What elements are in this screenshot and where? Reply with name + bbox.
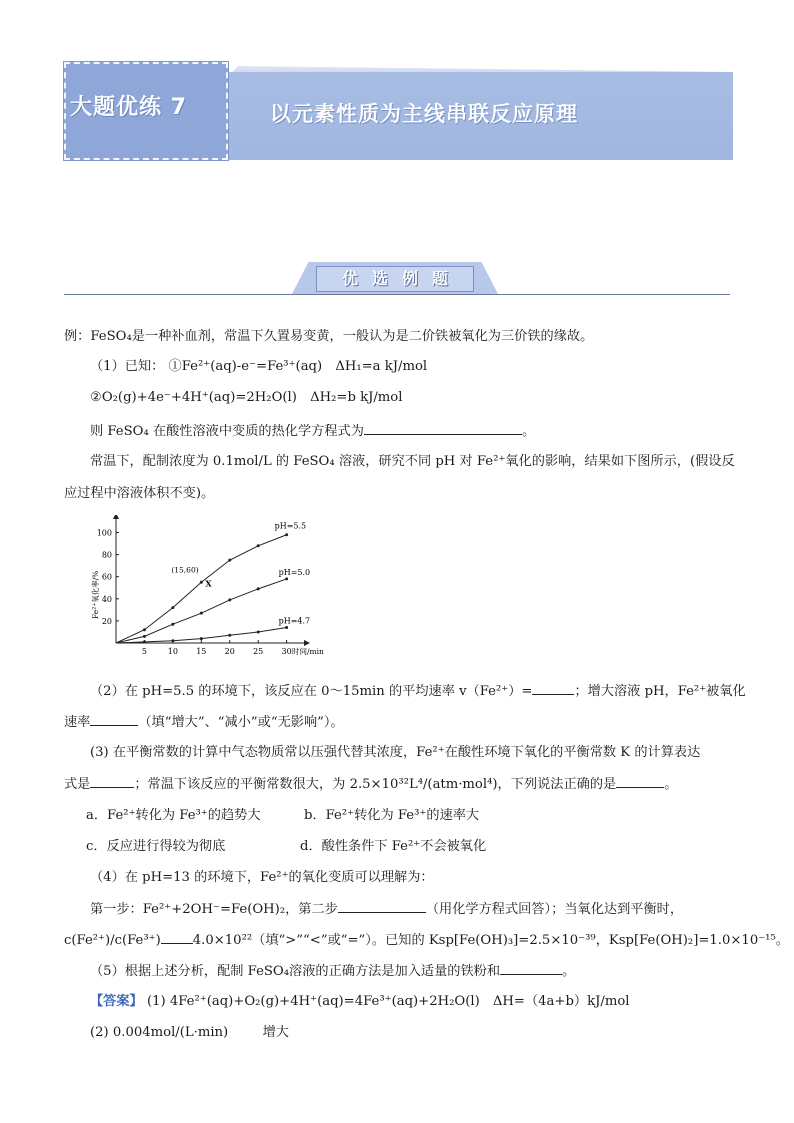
q2-line-a [90, 682, 746, 701]
y-tick-label: 40 [101, 594, 112, 604]
series-line-pH=5.5 [116, 535, 287, 643]
data-point [143, 628, 146, 631]
answer-2a: (2) 0.004mol/(L·min) [90, 1025, 229, 1040]
q3-text-a: (3) 在平衡常数的计算中气态物质常以压强代替其浓度，Fe²⁺在酸性环境下氧化的平衡常数 K 的计算表达 [90, 745, 701, 760]
annotation-mark: X [205, 578, 212, 589]
x-tick-label: 25 [253, 647, 264, 656]
annotation-point: (15,60) [171, 565, 199, 575]
q2-text-a: （2）在 pH=5.5 的环境下，该反应在 0～15min 的平均速率 v（Fe²⁺）= [90, 684, 533, 699]
option-b: b．Fe²⁺转化为 Fe³⁺的速率大 [304, 808, 480, 823]
q5-line [90, 962, 575, 981]
series-label: pH=4.7 [278, 616, 311, 626]
q4-text-d: c(Fe²⁺)/c(Fe³⁺) [64, 933, 161, 948]
q4-text-b: 第一步：Fe²⁺+2OH⁻=Fe(OH)₂，第二步 [90, 902, 338, 917]
y-axis-arrow [113, 515, 119, 519]
q2-blank-1[interactable] [532, 682, 574, 695]
answer-tag: 【答案】 [90, 994, 143, 1009]
q1-blank[interactable] [364, 422, 522, 435]
q1-text-b: 应过程中溶液体积不变)。 [64, 486, 215, 501]
answer-2b: 增大 [262, 1025, 289, 1040]
q4-text-a: （4）在 pH=13 的环境下，Fe²⁺的氧化变质可以理解为： [90, 870, 434, 885]
x-tick-label: 15 [196, 647, 207, 656]
header-right-title: 以元素性质为主线串联反应原理 [270, 102, 578, 126]
data-point [257, 544, 260, 547]
y-tick-label: 20 [101, 616, 112, 626]
data-point [257, 587, 260, 590]
data-point [285, 533, 288, 536]
answer-1: (1) 4Fe²⁺(aq)+O₂(g)+4H⁺(aq)=4Fe³⁺(aq)+2H₂O(l) ΔH=（4a+b）kJ/mol [146, 994, 630, 1009]
y-tick-label: 60 [101, 572, 112, 582]
option-c: c．反应进行得较为彻底 [86, 839, 226, 854]
data-point [200, 637, 203, 640]
x-tick-label: 5 [141, 647, 147, 656]
x-axis-arrow [304, 640, 310, 646]
q4-blank-2[interactable] [161, 931, 193, 944]
data-point [171, 623, 174, 626]
q2-text-c: 速率 [64, 715, 91, 730]
q2-blank-2[interactable] [90, 713, 138, 726]
q5-blank[interactable] [500, 962, 562, 975]
q1-label: （1）已知： [90, 359, 165, 374]
data-point [171, 606, 174, 609]
header-left-title: 大题优练 7 [70, 95, 187, 120]
oxidation-chart [86, 515, 326, 665]
answer-line-2 [90, 1024, 289, 1042]
series-label: pH=5.0 [278, 567, 311, 577]
data-point [285, 626, 288, 629]
q4-text-c: （用化学方程式回答）；当氧化达到平衡时， [425, 902, 684, 917]
x-axis-label: 时间/min [292, 647, 324, 656]
q3-text-b: 式是 [64, 777, 91, 792]
data-point [228, 559, 231, 562]
y-tick-label: 80 [101, 550, 112, 560]
series-label: pH=5.5 [274, 521, 307, 531]
q2-line-b [64, 713, 344, 732]
q3-line-b [64, 775, 677, 794]
data-point [200, 581, 203, 584]
q4-line-c [64, 931, 789, 950]
q1-ask-end: 。 [521, 424, 536, 439]
data-point [228, 634, 231, 637]
q2-text-b: ；增大溶液 pH，Fe²⁺被氧化 [574, 684, 746, 699]
answer-line-1 [90, 993, 630, 1011]
q5-text-a: （5）根据上述分析，配制 FeSO₄溶液的正确方法是加入适量的铁粉和 [90, 964, 501, 979]
section-divider [64, 294, 730, 295]
q4-text-e: 4.0×10²²（填“>”“<”或“=”）。已知的 Ksp[Fe(OH)₃]=2.5×10⁻³⁹，Ksp[Fe(OH)₂]=1.0×10⁻¹⁵。 [192, 933, 789, 948]
q3-blank-2[interactable] [616, 775, 664, 788]
x-tick-label: 30 [281, 647, 292, 656]
option-d: d．酸性条件下 Fe²⁺不会被氧化 [300, 839, 487, 854]
q1-ask-text: 则 FeSO₄ 在酸性溶液中变质的热化学方程式为 [90, 424, 364, 439]
q2-text-d: （填“增大”、“减小”或“无影响”）。 [138, 715, 344, 730]
option-a: a．Fe²⁺转化为 Fe³⁺的趋势大 [86, 808, 261, 823]
q3-blank-1[interactable] [90, 775, 134, 788]
section-tag: 优选例题 [316, 266, 474, 292]
q3-text-c: ；常温下该反应的平衡常数很大，为 2.5×10³²L⁴/(atm·mol⁴)，下列说法正确的是 [134, 777, 617, 792]
data-point [143, 635, 146, 638]
data-point [257, 630, 260, 633]
data-point [285, 577, 288, 580]
q1-line [90, 358, 427, 376]
data-point [200, 612, 203, 615]
q3-text-d: 。 [664, 777, 678, 792]
q1-eq2: ②O₂(g)+4e⁻+4H⁺(aq)=2H₂O(l) ΔH₂=b kJ/mol [90, 390, 403, 405]
q5-text-b: 。 [562, 964, 576, 979]
x-tick-label: 20 [224, 647, 235, 656]
q4-blank-1[interactable] [338, 900, 426, 913]
data-point [143, 640, 146, 643]
y-axis-label: Fe²⁺氧化率/% [91, 570, 100, 619]
data-point [171, 639, 174, 642]
q1-ask [90, 422, 535, 441]
q1-eq1: ①Fe²⁺(aq)-e⁻=Fe³⁺(aq) ΔH₁=a kJ/mol [168, 359, 428, 374]
x-tick-label: 10 [167, 647, 178, 656]
question-intro: 例：FeSO₄是一种补血剂，常温下久置易变黄，一般认为是二价铁被氧化为三价铁的缘故。 [64, 329, 594, 344]
y-tick-label: 100 [96, 528, 112, 538]
data-point [228, 598, 231, 601]
q1-text-a: 常温下，配制浓度为 0.1mol/L 的 FeSO₄ 溶液，研究不同 pH 对 Fe²⁺氧化的影响，结果如下图所示，(假设反 [90, 454, 735, 469]
series-line-pH=5.0 [116, 579, 287, 643]
q4-line-b [90, 900, 683, 919]
